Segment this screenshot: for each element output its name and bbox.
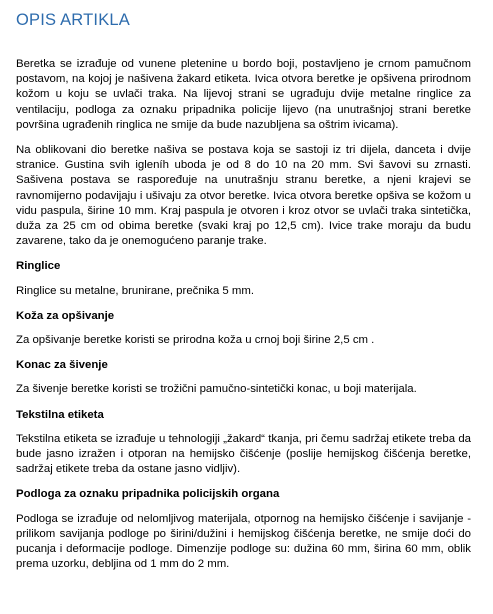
construction-paragraph: Na oblikovani dio beretke našiva se postava koja se sastoji iz tri dijela, danceta i dvije stranice. Gustina svih igleníh uboda je od 8 do 10 na 20 mm. Svi šavovi su zrnasti. Sašivena postava se raspoređuje na unutrašnju stranu beretke, a njeni krajevi se ravnomijerno podavijaju i ušivaju za otvor beretke. Ivica otvora beretke opšiva se kožom u vidu paspula, širine 10 mm. Kraj paspula je otvoren i kroz otvor se uvlači traka sintetička, duža za 25 cm od obima beretke (svaki kraj po 12,5 cm). Ivice trake moraju da budu zavarene, tako da je onemogućeno paranje trake. (16, 144, 471, 248)
section-heading-podloga: Podloga za oznaku pripadnika policijskih organa (16, 488, 280, 501)
section-heading-ringlice: Ringlice (16, 260, 61, 273)
section-heading-konac: Konac za šivenje (16, 359, 108, 372)
section-heading-etiketa: Tekstilna etiketa (16, 408, 104, 421)
section-text-etiketa: Tekstilna etiketa se izrađuje u tehnologiji „žakard“ tkanja, pri čemu sadržaj etikete treba da bude jasno izražen i otporan na hemijsko čišćenje (poslije hemijskog čišćenja beretke, sadržaj etikete treba da ostane jasno vidljiv). (16, 432, 471, 476)
section-text-podloga: Podloga se izrađuje od nelomljivog materijala, otpornog na hemijsko čišćenje i savijanje - prilikom savijanja podloge po širini/dužini i hemijskog čišćenja beretke, ne smije doći do pucanja i deformacije podloge. Dimenzije podloge su: dužina 60 mm, širina 60 mm, oblik prema uzorku, debljina od 1 mm do 2 mm. (16, 512, 471, 571)
document-body (16, 57, 471, 582)
section-text-koza: Za opšivanje beretke koristi se prirodna koža u crnoj boji širine 2,5 cm . (16, 334, 375, 347)
page-title: OPIS ARTIKLA (16, 11, 130, 29)
section-heading-koza: Koža za opšivanje (16, 309, 115, 322)
section-text-konac: Za šivenje beretke koristi se trožični pamučno-sintetički konac, u boji materijala. (16, 383, 417, 396)
section-text-ringlice: Ringlice su metalne, brunirane, prečnika 5 mm. (16, 284, 255, 297)
intro-paragraph: Beretka se izrađuje od vunene pletenine u bordo boji, postavljeno je crnom pamučnom postavom, na kojoj je našivena žakard etiketa. Ivica otvora beretke je opšivena prirodnom kožom u koju se uvlači traka. Na lijevoj strani se ugrađuju dvije metalne ringlice za ventilaciju, podloga za oznaku pripadnika policije lijevo (na unutrašnjoj strani beretke površina ugrađenih ringlica ne smije da bude nazubljena sa oštrim ivicama). (16, 58, 471, 131)
